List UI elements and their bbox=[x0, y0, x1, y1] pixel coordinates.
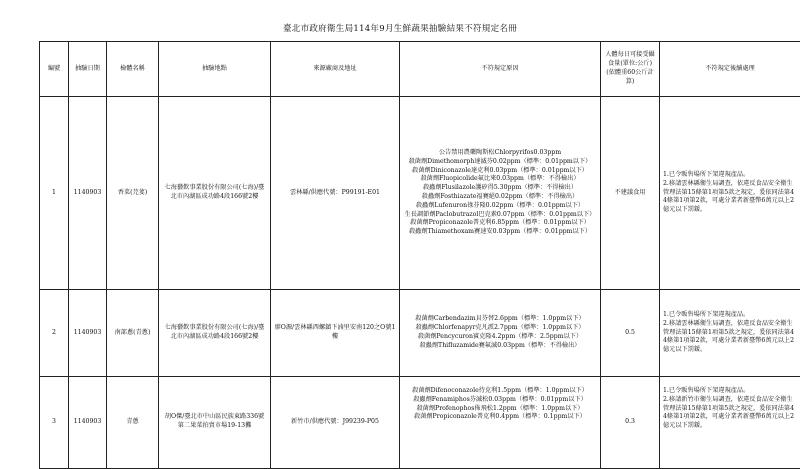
reason-line: 殺蟲劑Chlorfenapyr克凡派2.7ppm（標準：1.0ppm以下） bbox=[403, 324, 597, 333]
reason-line: 殺蟲劑Flusilazole護矽得5.30ppm（標準：不得檢出） bbox=[403, 184, 597, 193]
cell-intake: 0.5 bbox=[601, 290, 660, 377]
cell-source: 廖O源/雲林縣西螺鎮下湳里安南120之O號1樓 bbox=[271, 290, 400, 377]
reason-line: 殺蟲劑Thiamethoxam賽速安0.03ppm（標準：0.01ppm以下） bbox=[403, 228, 597, 237]
header-intake: 人體每日可接受攝食量(單位:公斤)(依體重60公斤計算) bbox=[601, 42, 660, 97]
cell-sample: 香菜(芫荽) bbox=[107, 97, 159, 290]
cell-no: 1 bbox=[40, 97, 69, 290]
header-location: 抽驗地點 bbox=[159, 42, 271, 97]
header-source: 來源廠商及地址 bbox=[271, 42, 400, 97]
cell-location: 七海藝飲事業股份有限公司(七海)/臺北市內湖區成功路4段166號2樓 bbox=[159, 290, 271, 377]
reason-line: 殺菌劑Profenophos佈飛松1.2ppm（標準：1.0ppm以下） bbox=[403, 405, 597, 414]
cell-location: 胡O傑/臺北市中山區民族東路336號第二果菜拍賣市場19-13攤 bbox=[159, 377, 271, 469]
cell-intake: 不建議食用 bbox=[601, 97, 660, 290]
table-row bbox=[40, 290, 800, 377]
cell-no: 2 bbox=[40, 290, 69, 377]
header-reason: 不符規定原因 bbox=[400, 42, 601, 97]
table-row bbox=[40, 377, 800, 469]
cell-followup bbox=[660, 377, 800, 469]
followup-line: 2.移請新竹市衛生局調查，依違反食品安全衛生管理法第15條第1項第5款之規定，爰依同法第44條第1項第2款，可處分業者新臺幣6萬元以上2億元以下罰鍰。 bbox=[663, 396, 797, 431]
cell-no: 3 bbox=[40, 377, 69, 469]
reason-line: 殺菌劑Propiconazole普克利0.4ppm（標準：0.1ppm以下） bbox=[403, 413, 597, 422]
reason-line: 殺菌劑Diniconazole達克利0.03ppm（標準：0.01ppm以下） bbox=[403, 167, 597, 176]
header-date: 抽驗日期 bbox=[69, 42, 107, 97]
cell-intake: 0.3 bbox=[601, 377, 660, 469]
cell-date: 1140903 bbox=[69, 97, 107, 290]
table-row bbox=[40, 97, 800, 290]
reason-line: 殺菌劑Difenoconazole待克利1.5ppm（標準：1.0ppm以下） bbox=[403, 387, 597, 396]
header-no: 編號 bbox=[40, 42, 69, 97]
followup-line: 2.移請雲林縣衛生局調查，依違反食品安全衛生管理法第15條第1項第5款之規定，爰依同法第44條第1項第2款，可處分業者新臺幣6萬元以上2億元以下罰鍰。 bbox=[663, 180, 797, 215]
cell-reasons bbox=[400, 97, 601, 290]
page-title: 臺北市政府衛生局114年9月生鮮蔬果抽驗結果不符規定名冊 bbox=[0, 22, 800, 34]
reason-line: 殺蟲劑Thifluzamide賽氟滅0.03ppm（標準：不得檢出） bbox=[403, 342, 597, 351]
followup-line: 1.已令販售場所下架違規產品。 bbox=[663, 387, 797, 396]
reason-line: 殺蟲劑Fosthiazate福賽絕0.02ppm（標準：不得檢出） bbox=[403, 193, 597, 202]
reason-line: 公告禁用農藥陶斯松Chlorpyrifos0.03ppm bbox=[403, 149, 597, 158]
reason-line: 殺菌劑Pencycuron賓克隆4.2ppm（標準：2.5ppm以下） bbox=[403, 333, 597, 342]
cell-reasons bbox=[400, 377, 601, 469]
reason-line: 殺蟲劑Lufenuron祿芬隆0.02ppm（標準：0.01ppm以下） bbox=[403, 202, 597, 211]
cell-source: 雲林縣/供應代號：P99191-E01 bbox=[271, 97, 400, 290]
header-sample: 檢體名稱 bbox=[107, 42, 159, 97]
reason-line: 殺蟲劑Fenamiphos芬滅松0.03ppm（標準：0.01ppm以下） bbox=[403, 396, 597, 405]
cell-followup bbox=[660, 97, 800, 290]
reason-line: 殺菌劑Carbendazim貝芬替2.6ppm（標準：1.0ppm以下） bbox=[403, 315, 597, 324]
cell-reasons bbox=[400, 290, 601, 377]
cell-date: 1140903 bbox=[69, 290, 107, 377]
header-row bbox=[40, 42, 800, 97]
followup-line: 2.移請雲林縣衛生局調查，依違反食品安全衛生管理法第15條第1項第5款之規定，爰依同法第44條第1項第2款，可處分業者新臺幣6萬元以上2億元以下罰鍰。 bbox=[663, 320, 797, 355]
violation-table bbox=[39, 41, 800, 469]
reason-line: 殺菌劑Dimethomorph達滅芬0.02ppm（標準：0.01ppm以下） bbox=[403, 158, 597, 167]
reason-line: 生長調節劑Paclobutrazol巴克素0.07ppm（標準：0.01ppm以下） bbox=[403, 211, 597, 220]
cell-sample: 南部蔥(青蔥) bbox=[107, 290, 159, 377]
followup-line: 1.已令販售場所下架違規產品。 bbox=[663, 171, 797, 180]
header-followup: 不符規定後續處理 bbox=[660, 42, 800, 97]
reason-line: 殺菌劑Fluopicolide氟比來0.03ppm（標準：不得檢出） bbox=[403, 175, 597, 184]
reason-line: 殺菌劑Propiconazole普克利6.85ppm（標準：0.01ppm以下） bbox=[403, 219, 597, 228]
followup-line: 1.已令販售場所下架違規產品。 bbox=[663, 311, 797, 320]
cell-location: 七海藝飲事業股份有限公司(七海)/臺北市內湖區成功路4段166號2樓 bbox=[159, 97, 271, 290]
cell-source: 新竹市/供應代號：J99239-P05 bbox=[271, 377, 400, 469]
cell-sample: 青蔥 bbox=[107, 377, 159, 469]
cell-date: 1140903 bbox=[69, 377, 107, 469]
cell-followup bbox=[660, 290, 800, 377]
